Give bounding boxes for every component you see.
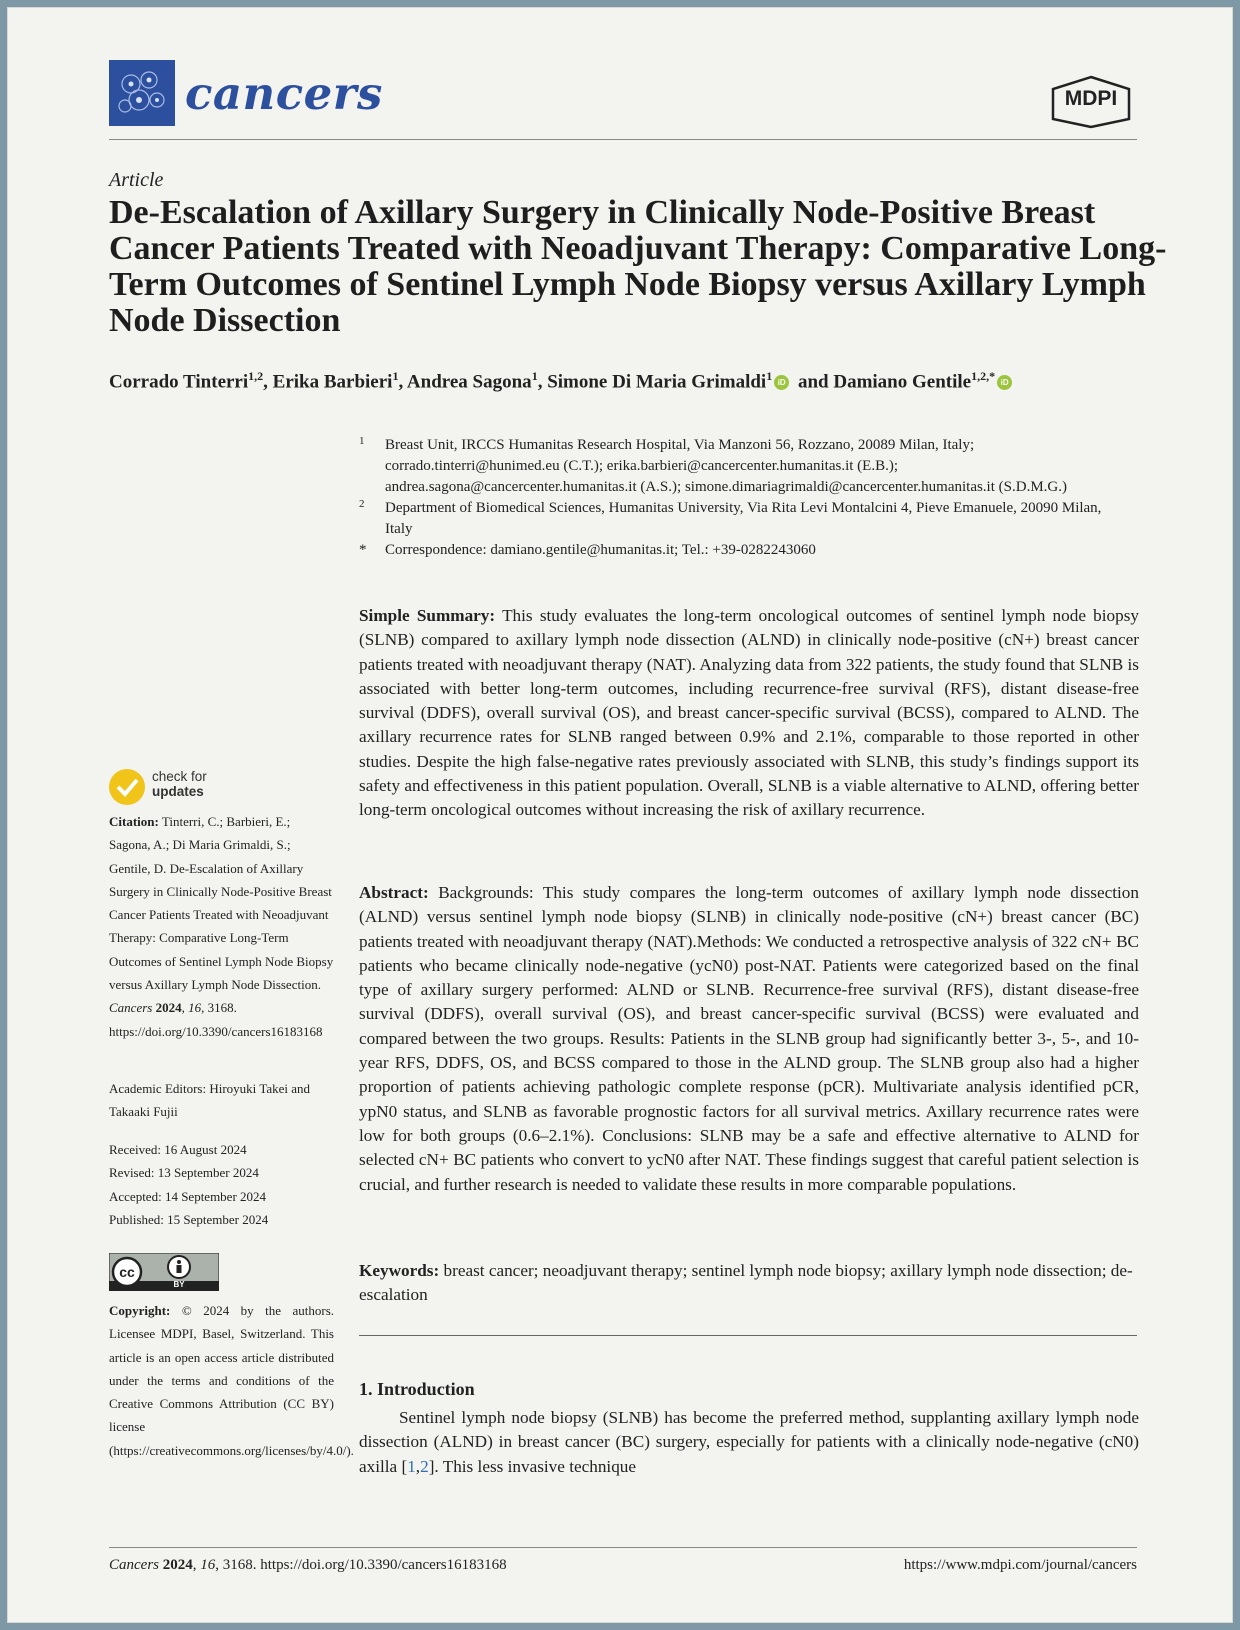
author-separator: , (398, 371, 407, 393)
svg-text:cc: cc (119, 1264, 135, 1280)
mdpi-logo (1047, 75, 1135, 129)
correspondence: * Correspondence: damiano.gentile@humanitas.it; Tel.: +39-0282243060 (359, 542, 816, 558)
published-date: Published: 15 September 2024 (109, 1211, 269, 1227)
copyright-label: Copyright: (109, 1303, 171, 1318)
cc-by-license-icon[interactable] (109, 1253, 219, 1291)
keywords-text: breast cancer; neoadjuvant therapy; sentinel lymph node biopsy; axillary lymph node dissection; de-escalation (359, 1261, 1133, 1305)
orcid-icon[interactable]: iD (997, 375, 1012, 390)
author-name: Andrea Sagona (406, 371, 532, 393)
check-for-updates-label-bold[interactable]: updates (152, 784, 204, 799)
copyright-block: Copyright: © 2024 by the authors. Licensee MDPI, Basel, Switzerland. This article is an open access article distributed under the terms and conditions of the Creative Commons Attribution (CC BY) license (https://creativecommons.org/licenses/by/4.0/). (109, 1303, 354, 1458)
author-separator: , (263, 371, 273, 393)
academic-editors: Academic Editors: Hiroyuki Takei and Takaaki Fujii (109, 1081, 311, 1120)
author-affiliation-sup: 1,2 (248, 369, 264, 383)
section-divider (359, 1335, 1137, 1336)
footer-citation: Cancers 2024, 16, 3168. https://doi.org/10.3390/cancers16183168 (109, 1557, 507, 1573)
author-name: Erika Barbieri (272, 371, 393, 393)
section-heading-introduction: 1. Introduction (359, 1379, 475, 1399)
check-for-updates-icon[interactable] (109, 769, 145, 805)
footer-journal-link[interactable]: https://www.mdpi.com/journal/cancers (903, 1557, 1137, 1573)
keywords (359, 1259, 1139, 1308)
abstract (359, 881, 1139, 1197)
author-separator: , (537, 371, 548, 393)
citation-block: Citation: Tinterri, C.; Barbieri, E.; Sagona, A.; Di Maria Grimaldi, S.; Gentile, D. De-Escalation of Axillary Surgery in Clinically Node-Positive Breast Cancer Patients Treated with Neoadjuvant Therapy: Comparative Long-Term Outcomes of Sentinel Lymph Node Biopsy versus Axillary Lymph Node Dissection. Cancers 2024, 16, 3168. https://doi.org/10.3390/cancers16183168 (109, 814, 334, 1039)
affiliations (359, 435, 1129, 561)
citation-label: Citation: (109, 814, 159, 829)
journal-logo-icon (109, 60, 175, 126)
article-type: Article (109, 169, 164, 191)
paper-page (7, 7, 1233, 1623)
orcid-icon[interactable]: iD (774, 375, 789, 390)
abstract-text: Backgrounds: This study compares the long-term outcomes of axillary lymph node dissection (ALND) versus sentinel lymph node biopsy (SLNB) in clinically node-positive (cN+) breast cancer (BC) patients treated with neoadjuvant therapy (NAT).Methods: We conducted a retrospective analysis of 322 cN+ BC patients who became clinically node-negative (ycN0) post-NAT. Patients were categorized based on the final type of axillary surgery performed: ALND or SLNB. Recurrence-free survival (RFS), distant disease-free survival (DDFS), overall survival (OS), and breast cancer-specific survival (BCSS) were evaluated and compared between the two groups. Results: Patients in the SLNB group had significantly better 3-, 5-, and 10-year RFS, DDFS, OS, and BCSS compared to those in the ALND group. The SLNB group also had a higher proportion of patients achieving pathologic complete response (pCR). Multivariate analysis identified pCR, ypN0 status, and SLNB as favorable prognostic factors for all survival metrics. Axillary recurrence rates were low for both groups (0.6–2.1%). Conclusions: SLNB may be a safe and effective alternative to ALND for selected cN+ BC patients who convert to ycN0 after NAT. These findings suggest that careful patient selection is crucial, and further research is needed to validate these results in more comparable populations. (359, 883, 1139, 1194)
cc-by-label: BY (173, 1280, 185, 1289)
author-separator: and (793, 371, 834, 393)
keywords-label: Keywords: (359, 1261, 440, 1280)
revised-date: Revised: 13 September 2024 (109, 1165, 259, 1181)
author-name: Simone Di Maria Grimaldi (547, 371, 767, 393)
simple-summary (359, 604, 1139, 823)
simple-summary-text: This study evaluates the long-term oncological outcomes of sentinel lymph node biopsy (SLNB) compared to axillary lymph node dissection (ALND) in clinically node-positive (cN+) breast cancer patients treated with neoadjuvant therapy (NAT). Analyzing data from 322 patients, the study found that SLNB is associated with better long-term outcomes, including recurrence-free survival (RFS), distant disease-free survival (DDFS), overall survival (OS), and breast cancer-specific survival (BCSS), compared to ALND. The axillary recurrence rates for SLNB ranged between 0.9% and 2.1%, comparable to those reported in other studies. Despite the high false-negative rates previously associated with SLNB, this study’s findings support its safety and effectiveness in this patient population. Overall, SLNB is a viable alternative to ALND, offering better long-term oncological outcomes without increasing the risk of axillary recurrence. (359, 606, 1140, 820)
header-divider (109, 139, 1137, 140)
author-affiliation-sup: 1 (766, 369, 773, 383)
author-name: Corrado Tinterri (109, 371, 249, 393)
citation-link-2[interactable]: 2 (420, 1456, 429, 1476)
received-date: Received: 16 August 2024 (109, 1142, 247, 1157)
publication-dates (109, 1138, 334, 1231)
affiliation-1: 1 Breast Unit, IRCCS Humanitas Research Hospital, Via Manzoni 56, Rozzano, 20089 Milan, Italy; corrado.tinterri@hunimed.eu (C.T.); erika.barbieri@cancercenter.humanitas.it (E.B.); andrea.sagona@cancercenter.humanitas.it (A.S.); simone.dimariagrimaldi@cancercenter.humanitas.it (S.D.M.G.) (359, 435, 1067, 495)
author-affiliation-sup: 1 (531, 369, 538, 383)
article-title: De-Escalation of Axillary Surgery in Clinically Node-Positive Breast Cancer Patients Treated with Neoadjuvant Therapy: Comparative Long-Term Outcomes of Sentinel Lymph Node Biopsy versus Axillary Lymph Node Dissection (109, 194, 1167, 339)
footer-divider (109, 1547, 1137, 1548)
abstract-label: Abstract: (359, 883, 429, 902)
introduction-paragraph: Sentinel lymph node biopsy (SLNB) has become the preferred method, supplanting axillary lymph node dissection (ALND) in breast cancer (BC) surgery, especially for patients with a clinically node-negative (cN0) axilla [1,2]. This less invasive technique (359, 1408, 1139, 1476)
citation-link-1[interactable]: 1 (407, 1456, 416, 1476)
simple-summary-label: Simple Summary: (359, 606, 496, 625)
author-affiliation-sup: 1 (392, 369, 399, 383)
mdpi-logo-text: MDPI (1064, 87, 1118, 110)
journal-name: cancers (185, 67, 383, 120)
author-affiliation-sup: 1,2,* (971, 369, 996, 383)
author-list (109, 369, 1149, 393)
affiliation-2: 2 Department of Biomedical Sciences, Humanitas University, Via Rita Levi Montalcini 4, Pieve Emanuele, 20090 Milan, Italy (359, 498, 1102, 537)
accepted-date: Accepted: 14 September 2024 (109, 1188, 267, 1204)
check-for-updates-label[interactable]: check for (152, 769, 207, 784)
author-name: Damiano Gentile (833, 371, 972, 393)
